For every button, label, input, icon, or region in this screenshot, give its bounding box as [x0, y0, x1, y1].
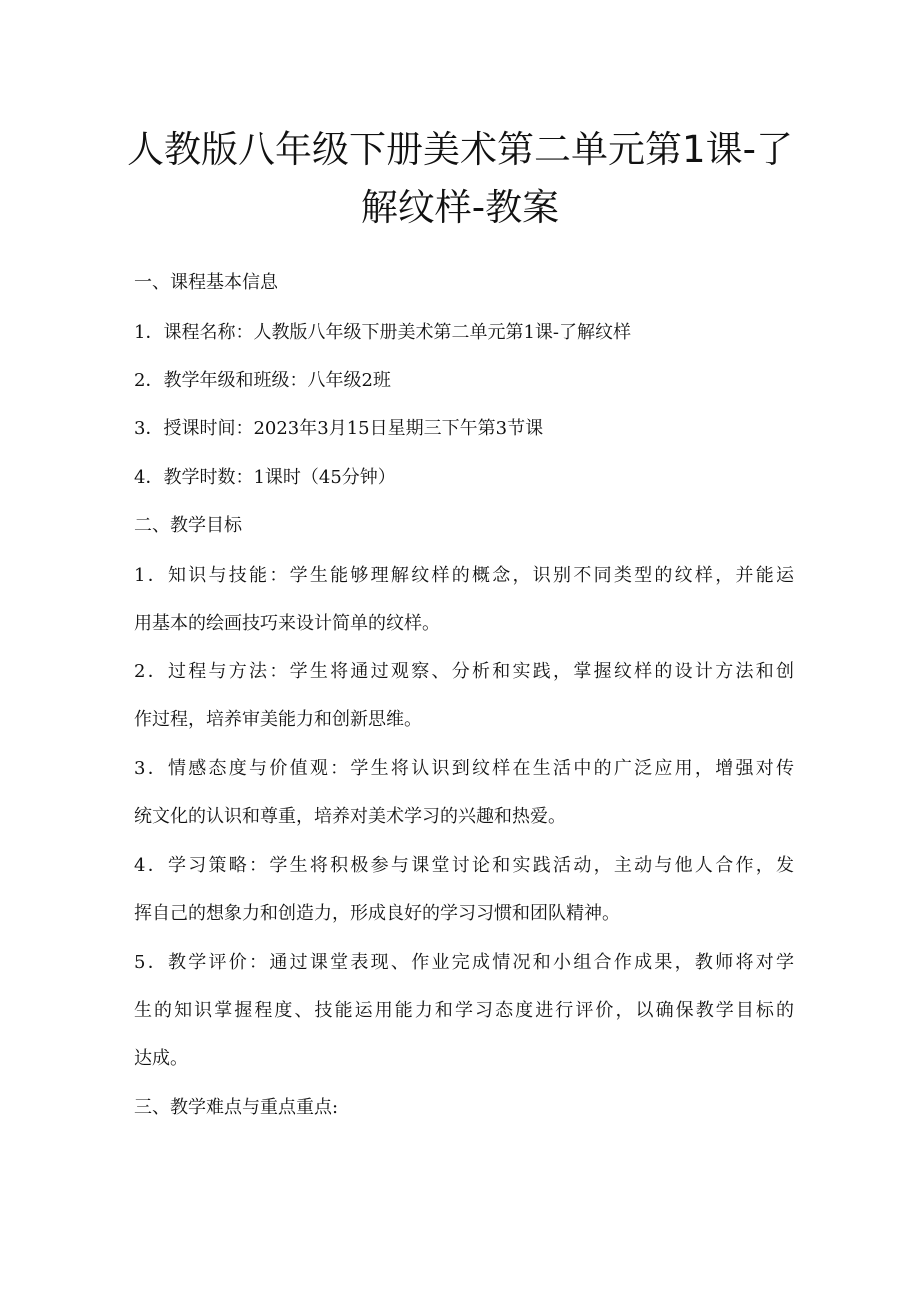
goal-1-line-2: 用基本的绘画技巧来设计简单的纹样。	[134, 613, 440, 634]
course-info-item-2: 2．教学年级和班级：八年级2班	[134, 370, 391, 391]
course-info-item-1: 1．课程名称：人教版八年级下册美术第二单元第1课-了解纹样	[134, 322, 631, 343]
section-heading-course-info: 一、课程基本信息	[134, 272, 278, 293]
document-title-line-1: 人教版八年级下册美术第二单元第1课-了	[127, 128, 793, 171]
course-info-item-4: 4．教学时数：1课时（45分钟）	[134, 467, 396, 488]
document-title-line-2: 解纹样-教案	[360, 186, 560, 229]
goal-3-line-2: 统文化的认识和尊重，培养对美术学习的兴趣和热爱。	[134, 806, 566, 827]
goal-4-line-2: 挥自己的想象力和创造力，形成良好的学习习惯和团队精神。	[134, 903, 620, 924]
goal-1-line-1: 1．知识与技能：学生能够理解纹样的概念，识别不同类型的纹样，并能运	[134, 565, 794, 586]
goal-3-line-1: 3．情感态度与价值观：学生将认识到纹样在生活中的广泛应用，增强对传	[134, 758, 794, 779]
goal-5-line-3: 达成。	[134, 1048, 188, 1069]
section-heading-teaching-goals: 二、教学目标	[134, 515, 242, 536]
goal-2-line-2: 作过程，培养审美能力和创新思维。	[134, 709, 422, 730]
course-info-item-3: 3．授课时间：2023年3月15日星期三下午第3节课	[134, 418, 544, 439]
goal-5-line-1: 5．教学评价：通过课堂表现、作业完成情况和小组合作成果，教师将对学	[134, 952, 794, 973]
goal-2-line-1: 2．过程与方法：学生将通过观察、分析和实践，掌握纹样的设计方法和创	[134, 661, 794, 682]
goal-5-line-2: 生的知识掌握程度、技能运用能力和学习态度进行评价，以确保教学目标的	[134, 1000, 794, 1021]
section-heading-key-points: 三、教学难点与重点重点:	[134, 1097, 339, 1118]
goal-4-line-1: 4．学习策略：学生将积极参与课堂讨论和实践活动，主动与他人合作，发	[134, 855, 794, 876]
